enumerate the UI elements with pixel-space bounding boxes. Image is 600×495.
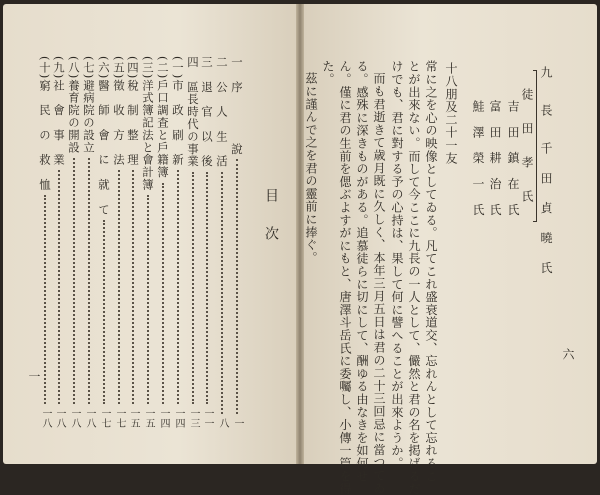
toc-leader-dots [73,158,75,404]
body-column-7: た。 [321,60,335,86]
toc-entry [53,56,66,428]
toc-entry-page: 一七 [114,408,125,428]
toc-leader-dots [88,158,90,404]
toc-entry [187,56,200,428]
header-name-3: 富 田 耕 治 氏 [488,100,502,221]
toc-entry-label: (一)市 政 刷 新 [171,56,185,167]
toc-leader-dots [236,159,238,414]
toc-entry-page: 一五 [128,408,139,428]
body-heading: 十八朋及二十一友 [444,62,458,165]
toc-entry [231,56,244,428]
toc-entry-page: 一八 [40,408,51,428]
toc-entry-label: (十)窮 民 の 救 恤 [38,56,52,191]
toc-leader-dots [162,183,164,404]
body-column-3: けでも、君に對する予の心持は、果して何に譬へることが出來ようか。 [390,60,404,470]
toc-entry [157,56,170,428]
body-column-5: る。感殊に深きものがある。追慕徒らに切にして、酬ゆる由なきを如何せ [355,60,369,483]
toc-leader-dots [177,170,179,404]
toc-entry-label: (二)戶口調査と戶籍簿 [156,56,170,179]
toc-entry-label: (八)養育院の開設 [67,56,81,154]
toc-entry [127,56,140,428]
toc-entry-page: 一八 [69,408,80,428]
toc-entry [172,56,185,428]
body-column-4: 而も君逝きて歳月既に久しく、本年三月五日は君の二十三回忌に當つてゐ [372,72,386,495]
toc-leader-dots [147,195,149,404]
header-name-4: 鮭 澤 榮 一 氏 [471,100,485,221]
toc-entry [68,56,81,428]
toc-leader-dots [206,172,208,404]
toc-leader-dots [103,220,105,404]
toc-entry-label: (四)稅 制 整 理 [126,56,140,167]
toc-entry-label: 一 序 說 [230,56,244,156]
toc-leader-dots [44,195,46,404]
header-bracket [533,70,537,222]
toc-leader-dots [221,172,223,414]
right-page-folio: 六 [561,348,575,360]
toc-entry-label: 二 公 人 生 活 [215,56,229,168]
toc-leader-dots [132,170,134,404]
body-column-6: ん。僅に君の生前を偲ぶよすがにもと、唐澤斗岳氏に委囑し、小傳一篇を得 [338,60,352,495]
toc-entry-page: 八 [217,418,228,428]
book-gutter [296,4,304,464]
toc-entry-label: (三)洋式簿記法と會計簿 [141,56,155,191]
body-column-2: とが出來ない。而して今ここに九長の一人として、儼然と君の名を掲げるだ [407,60,421,495]
body-column-8: 茲に謹んで之を君の靈前に捧ぐ。 [304,72,318,264]
left-page-folio: 一 [27,370,41,382]
header-name-1: 徒 田 孝 氏 [520,88,534,207]
toc-entry [113,56,126,428]
toc-entry-page: 一 [232,418,243,428]
toc-entry-page: 一四 [158,408,169,428]
toc-leader-dots [118,170,120,404]
toc-entry-page: 一四 [173,408,184,428]
toc-entry [83,56,96,428]
toc-entry [142,56,155,428]
toc-entry-page: 一八 [84,408,95,428]
toc-entry-label: (九)社 會 事 業 [52,56,66,167]
toc-entry-label: (六)醫 師 會 に 就 て [97,56,111,216]
toc-entry [201,56,214,428]
toc-title: 目次 [263,188,279,264]
toc-entry-page: 一七 [99,408,110,428]
header-name-0: 九 長 千 田 貞 曉 氏 [539,66,553,281]
toc-entry-page: 一三 [188,408,199,428]
toc-entry-page: 一五 [143,408,154,428]
toc-entry-page: 一八 [54,408,65,428]
toc-entry-label: (五)徵 收 方 法 [112,56,126,167]
toc-entry-label: 四 區長時代の事業 [186,56,200,168]
toc-leader-dots [192,172,194,404]
toc-entry [216,56,229,428]
header-name-2: 吉 田 鎮 在 氏 [506,100,520,221]
toc-entry-label: (七)避病院の設立 [82,56,96,154]
body-column-1: 常に之を心の映像としてゐる。凡てこれ盛衰道交、忘れんとして忘れるこ [424,60,438,483]
toc-entry-page: 一一 [202,408,213,428]
toc-leader-dots [58,170,60,404]
toc-entry-label: 三 退 官 以 後 [200,56,214,168]
toc-entry [98,56,111,428]
